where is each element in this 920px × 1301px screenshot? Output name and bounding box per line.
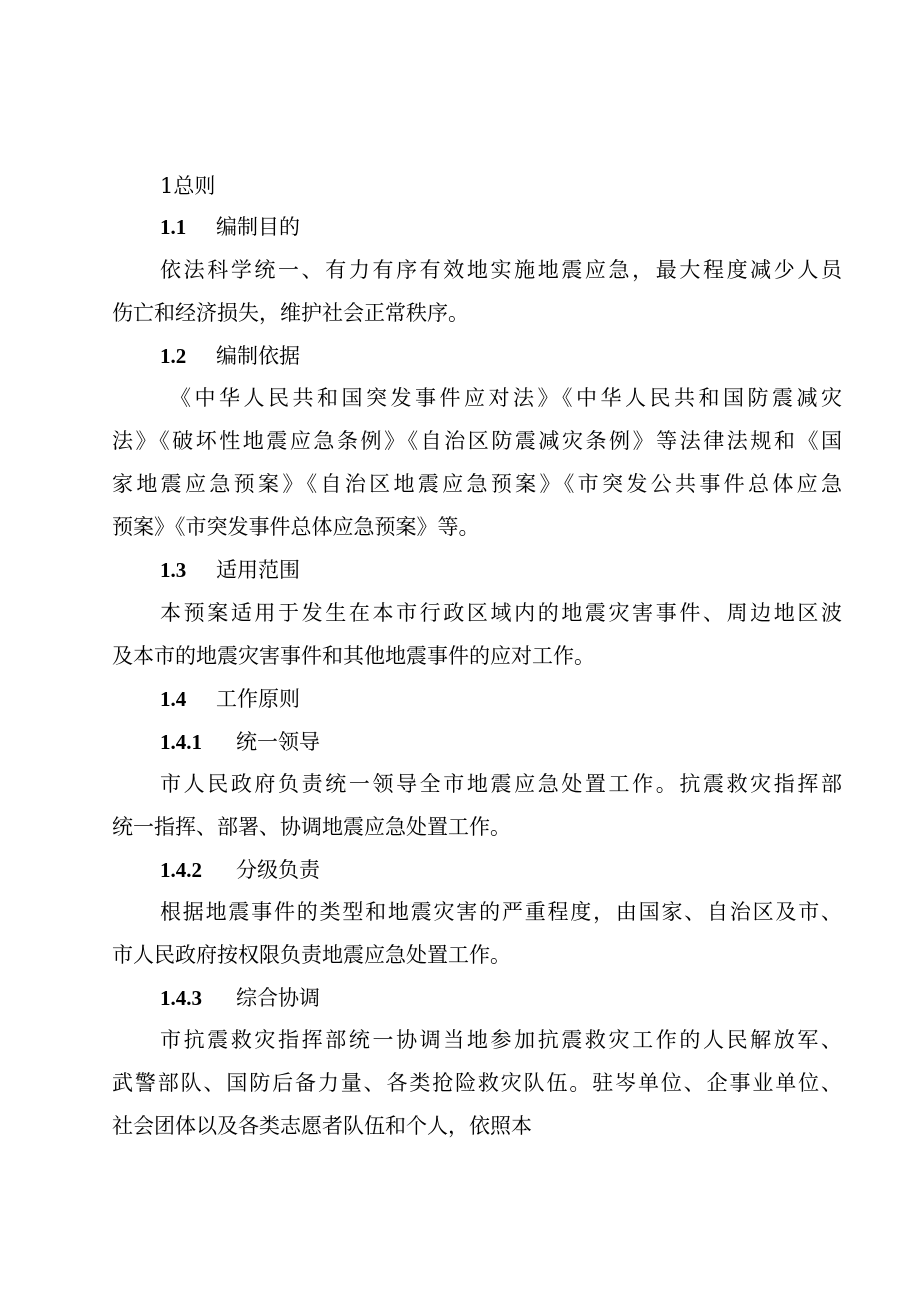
- section-heading-1-3: [160, 556, 300, 584]
- paragraph-line: 根据地震事件的类型和地震灾害的严重程度，由国家、自治区及市、: [160, 900, 842, 924]
- section-number: 1.4.1: [160, 730, 202, 754]
- section-heading-1-1: [160, 213, 300, 241]
- section-heading-1-2: [160, 342, 300, 370]
- section-title: 编制目的: [216, 215, 300, 239]
- section-number: 1.2: [160, 344, 187, 368]
- section-title: 编制依据: [216, 344, 300, 368]
- paragraph-line: 武警部队、国防后备力量、各类抢险救灾队伍。驻岑单位、企事业单位、: [112, 1071, 842, 1095]
- paragraph-line: 伤亡和经济损失，维护社会正常秩序。: [112, 301, 469, 325]
- section-heading-1-4: [160, 685, 300, 713]
- paragraph-line: 社会团体以及各类志愿者队伍和个人，依照本: [112, 1114, 532, 1138]
- section-heading-1-4-2: [160, 856, 320, 884]
- paragraph-line: 及本市的地震灾害事件和其他地震事件的应对工作。: [112, 644, 595, 668]
- section-number: 1.4.2: [160, 858, 202, 882]
- section-title: 工作原则: [216, 687, 300, 711]
- chapter-title: 1总则: [160, 174, 216, 198]
- paragraph-line: 家地震应急预案》《自治区地震应急预案》《市突发公共事件总体应急: [112, 472, 842, 496]
- section-number: 1.4.3: [160, 986, 202, 1010]
- paragraph-line: 市人民政府按权限负责地震应急处置工作。: [112, 943, 511, 967]
- paragraph-line: 统一指挥、部署、协调地震应急处置工作。: [112, 815, 511, 839]
- section-number: 1.4: [160, 687, 187, 711]
- paragraph-line: 市人民政府负责统一领导全市地震应急处置工作。抗震救灾指挥部: [160, 772, 842, 796]
- paragraph-line: 法》《破坏性地震应急条例》《自治区防震减灾条例》等法律法规和《国: [112, 429, 842, 453]
- paragraph-line: 《中华人民共和国突发事件应对法》《中华人民共和国防震减灾: [170, 386, 842, 410]
- section-title: 综合协调: [236, 986, 320, 1010]
- section-number: 1.1: [160, 215, 187, 239]
- section-title: 分级负责: [236, 858, 320, 882]
- section-title: 统一领导: [236, 730, 320, 754]
- paragraph-line: 预案》《市突发事件总体应急预案》等。: [112, 515, 480, 539]
- section-heading-1-4-3: [160, 984, 320, 1012]
- paragraph-line: 依法科学统一、有力有序有效地实施地震应急，最大程度减少人员: [160, 258, 842, 282]
- paragraph-line: 市抗震救灾指挥部统一协调当地参加抗震救灾工作的人民解放军、: [160, 1028, 842, 1052]
- paragraph-line: 本预案适用于发生在本市行政区域内的地震灾害事件、周边地区波: [160, 601, 842, 625]
- section-number: 1.3: [160, 558, 187, 582]
- section-heading-1-4-1: [160, 728, 320, 756]
- section-title: 适用范围: [216, 558, 300, 582]
